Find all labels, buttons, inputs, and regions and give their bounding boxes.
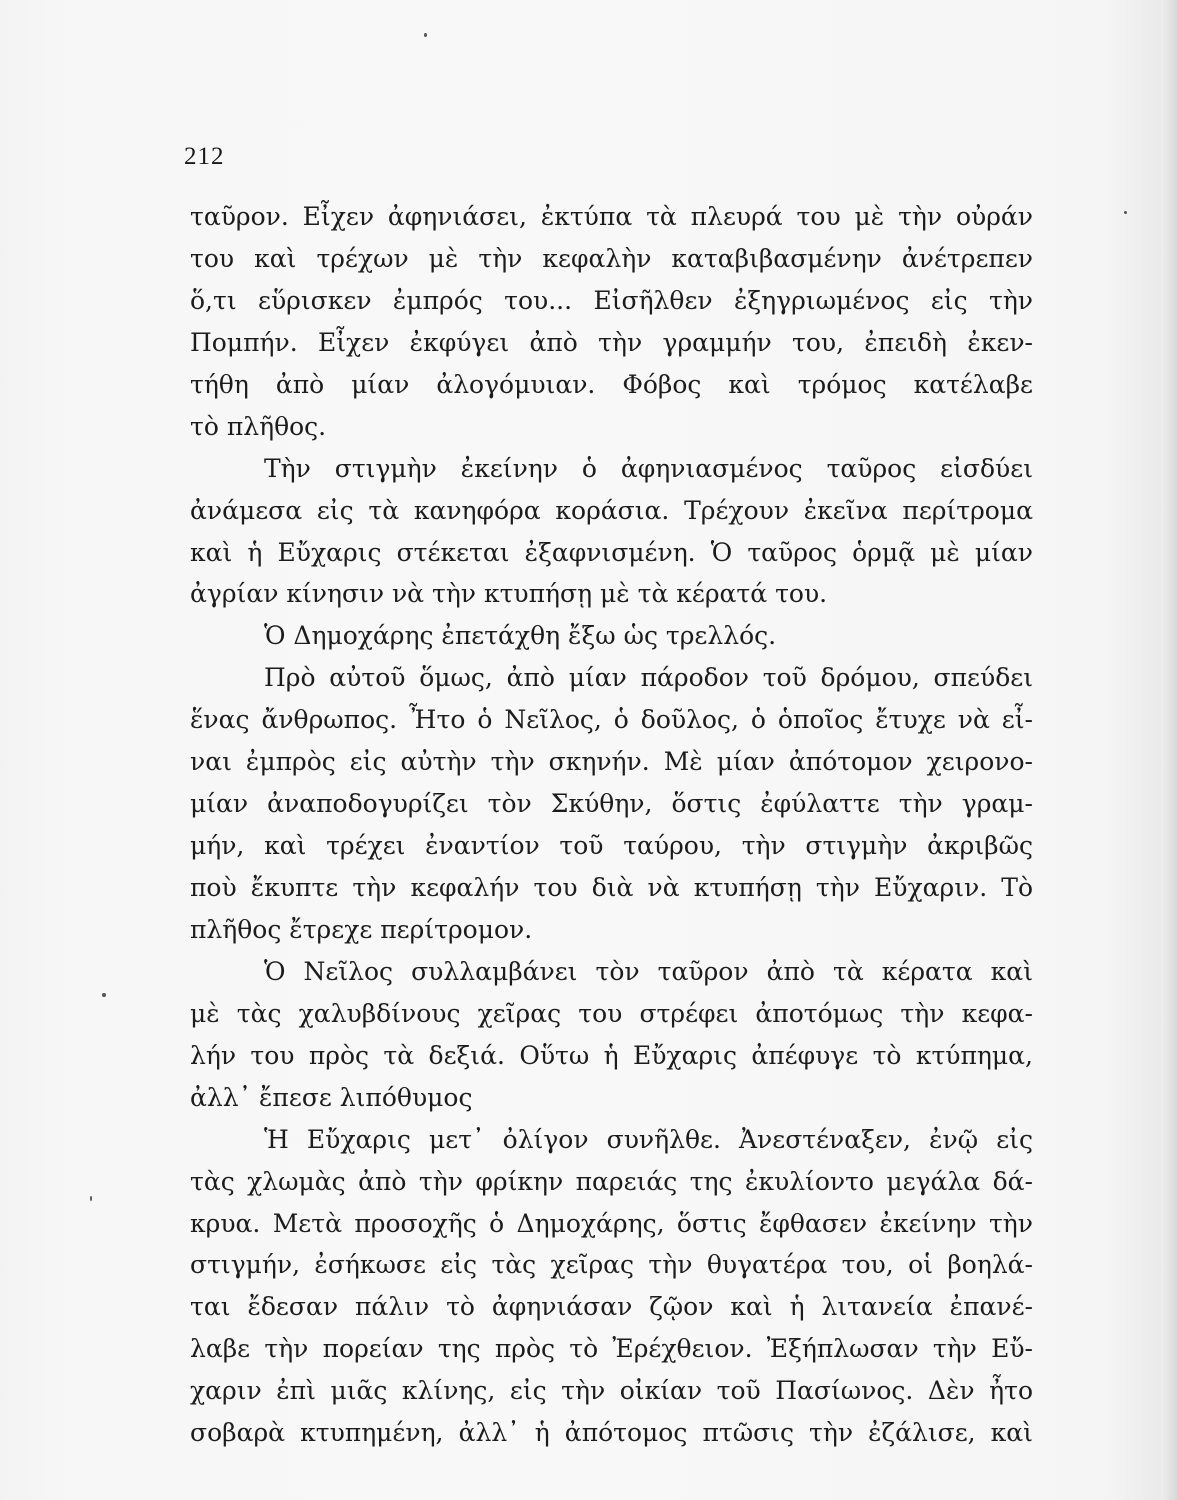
page-edge-shadow (1161, 0, 1177, 1500)
text-line: κρυα. Μετὰ προσοχῆς ὁ Δημοχάρης, ὅστις ἔφθασεν ἐκείνην τὴν (190, 1208, 1033, 1238)
text-line: μίαν ἀναποδογυρίζει τὸν Σκύθην, ὅστις ἐφύλαττε τὴν γραμ- (190, 789, 1033, 819)
text-line: τὸ πλῆθος. (190, 411, 327, 441)
text-line: λήν του πρὸς τὰ δεξιά. Οὕτω ἡ Εὔχαρις ἀπέφυγε τὸ κτύπημα, (190, 1040, 1033, 1070)
paper-speck (102, 993, 106, 997)
text-line: καὶ ἡ Εὔχαρις στέκεται ἐξαφνισμένη. Ὁ ταῦρος ὁρμᾷ μὲ μίαν (190, 537, 1033, 567)
paper-speck (424, 33, 427, 37)
text-line: λαβε τὴν πορείαν της πρὸς τὸ Ἐρέχθειον. Ἐξήπλωσαν τὴν Εὔ- (190, 1334, 1033, 1364)
text-line: ἀλλ᾽ ἔπεσε λιπόθυμος (190, 1082, 473, 1112)
text-line: μήν, καὶ τρέχει ἐναντίον τοῦ ταύρου, τὴν στιγμὴν ἀκριβῶς (190, 831, 1033, 861)
text-line: ται ἔδεσαν πάλιν τὸ ἀφηνιάσαν ζῷον καὶ ἡ λιτανεία ἐπανέ- (190, 1292, 1033, 1322)
text-line: ἕνας ἄνθρωπος. Ἦτο ὁ Νεῖλος, ὁ δοῦλος, ὁ ὁποῖος ἔτυχε νὰ εἶ- (190, 705, 1033, 735)
text-line: Ἡ Εὔχαρις μετ᾽ ὀλίγον συνῆλθε. Ἀνεστέναξεν, ἐνῷ εἰς (264, 1124, 1033, 1154)
paper-speck (90, 1196, 92, 1201)
text-line: ταῦρον. Εἶχεν ἀφηνιάσει, ἐκτύπα τὰ πλευρά του μὲ τὴν οὐράν (190, 202, 1033, 231)
page-number: 212 (184, 143, 225, 170)
text-line: Ὁ Νεῖλος συλλαμβάνει τὸν ταῦρον ἀπὸ τὰ κέρατα καὶ (264, 956, 1033, 986)
text-line: πλῆθος ἔτρεχε περίτρομον. (190, 914, 533, 944)
text-line: ἀνάμεσα εἰς τὰ κανηφόρα κοράσια. Τρέχουν ἐκεῖνα περίτρομα (190, 495, 1033, 525)
text-line: ἀγρίαν κίνησιν νὰ τὴν κτυπήσῃ μὲ τὰ κέρατά του. (190, 579, 828, 609)
text-line: Ὁ Δημοχάρης ἐπετάχθη ἔξω ὡς τρελλός. (264, 621, 777, 651)
text-line: Πομπήν. Εἶχεν ἐκφύγει ἀπὸ τὴν γραμμήν του, ἐπειδὴ ἐκεν- (190, 327, 1033, 357)
text-line: τὰς χλωμὰς ἀπὸ τὴν φρίκην παρειάς της ἐκυλίοντο μεγάλα δά- (190, 1166, 1033, 1196)
text-line: Πρὸ αὐτοῦ ὅμως, ἀπὸ μίαν πάροδον τοῦ δρόμου, σπεύδει (264, 663, 1033, 693)
body-text (190, 196, 1033, 1454)
text-line: μὲ τὰς χαλυβδίνους χεῖρας του στρέφει ἀποτόμως τὴν κεφα- (190, 998, 1033, 1028)
text-line: ὅ,τι εὕρισκεν ἐμπρός του... Εἰσῆλθεν ἐξηγριωμένος εἰς τὴν (190, 285, 1033, 315)
text-line: ποὺ ἔκυπτε τὴν κεφαλήν του διὰ νὰ κτυπήσῃ τὴν Εὔχαριν. Τὸ (190, 873, 1033, 902)
text-line: Τὴν στιγμὴν ἐκείνην ὁ ἀφηνιασμένος ταῦρος εἰσδύει (264, 453, 1033, 483)
text-line: σοβαρὰ κτυπημένη, ἀλλ᾽ ἡ ἀπότομος πτῶσις τὴν ἐζάλισε, καὶ (190, 1418, 1033, 1448)
paper-speck (1124, 211, 1127, 214)
text-line: στιγμήν, ἐσήκωσε εἰς τὰς χεῖρας τὴν θυγατέρα του, οἱ βοηλά- (190, 1250, 1033, 1280)
text-line: τήθη ἀπὸ μίαν ἀλογόμυιαν. Φόβος καὶ τρόμος κατέλαβε (190, 369, 1033, 399)
text-line: του καὶ τρέχων μὲ τὴν κεφαλὴν καταβιβασμένην ἀνέτρεπεν (190, 243, 1033, 273)
text-line: ναι ἐμπρὸς εἰς αὐτὴν τὴν σκηνήν. Μὲ μίαν ἀπότομον χειρονο- (190, 747, 1033, 777)
text-line: χαριν ἐπὶ μιᾶς κλίνης, εἰς τὴν οἰκίαν τοῦ Πασίωνος. Δὲν ἦτο (190, 1376, 1033, 1406)
